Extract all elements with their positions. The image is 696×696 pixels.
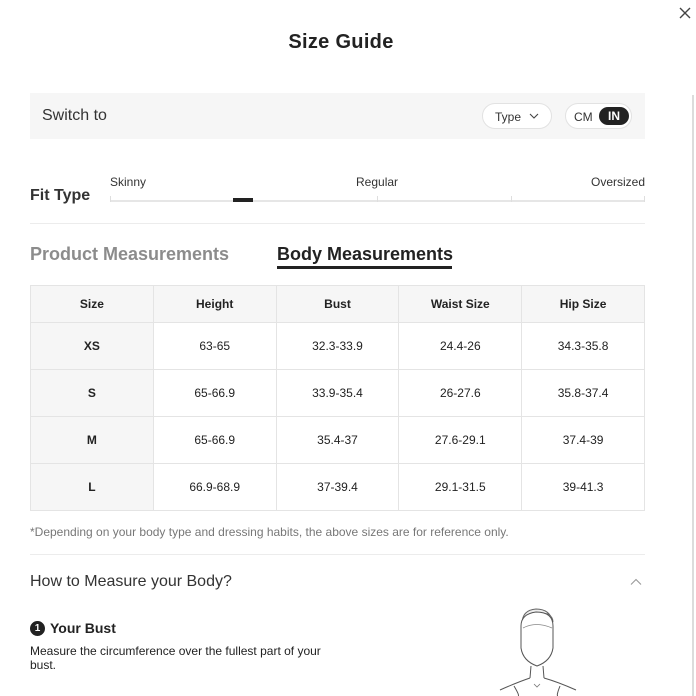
switch-bar [30,93,645,139]
table-cell: 29.1-31.5 [399,464,522,511]
column-header: Bust [276,286,399,323]
step-number-badge: 1 [30,621,45,636]
table-cell: 63-65 [153,323,276,370]
table-cell: 39-41.3 [522,464,645,511]
table-header-row [31,286,645,323]
reference-note: *Depending on your body type and dressing habits, the above sizes are for reference only. [30,525,509,539]
page-title: Size Guide [288,31,394,53]
close-button[interactable] [676,4,694,22]
table-cell: 33.9-35.4 [276,370,399,417]
fit-scale-tick [110,196,111,202]
table-cell: 66.9-68.9 [153,464,276,511]
chevron-down-icon [529,112,539,120]
divider [30,554,645,555]
unit-in-option[interactable]: IN [599,107,629,125]
table-cell: 32.3-33.9 [276,323,399,370]
size-cell: XS [31,323,154,370]
fit-type-title: Fit Type [30,187,91,204]
fit-scale-tick [644,196,645,202]
size-cell: M [31,417,154,464]
table-row [31,464,645,511]
unit-cm-option[interactable]: CM [574,110,593,124]
fit-label-skinny: Skinny [110,175,147,189]
column-header: Height [153,286,276,323]
table-cell: 37-39.4 [276,464,399,511]
fit-label-regular: Regular [356,175,399,189]
size-cell: L [31,464,154,511]
size-cell: S [31,370,154,417]
fit-scale-tick [377,196,378,202]
tab-product-measurements[interactable]: Product Measurements [30,244,230,264]
fit-label-oversized: Oversized [591,175,646,189]
table-cell: 26-27.6 [399,370,522,417]
column-header: Waist Size [399,286,522,323]
close-icon [676,4,694,22]
body-figure-illustration [488,606,588,696]
table-cell: 65-66.9 [153,417,276,464]
table-cell: 27.6-29.1 [399,417,522,464]
table-cell: 34.3-35.8 [522,323,645,370]
bust-title: Your Bust [50,620,116,636]
type-select[interactable] [482,103,552,129]
table-cell: 24.4-26 [399,323,522,370]
table-row [31,417,645,464]
active-tab-indicator [277,266,452,269]
tab-body-measurements[interactable]: Body Measurements [277,244,454,264]
unit-toggle [565,103,632,129]
how-to-measure-header[interactable]: How to Measure your Body? [30,573,232,590]
table-row [31,370,645,417]
scrollbar[interactable] [692,95,694,696]
size-table [30,285,645,511]
fit-marker [233,198,253,202]
table-cell: 37.4-39 [522,417,645,464]
bust-description: Measure the circumference over the fullest part of your bust. [30,644,321,672]
table-cell: 35.4-37 [276,417,399,464]
chevron-up-icon[interactable] [630,578,642,586]
table-cell: 65-66.9 [153,370,276,417]
switch-label: Switch to [42,107,107,124]
divider [30,223,645,224]
table-cell: 35.8-37.4 [522,370,645,417]
column-header: Hip Size [522,286,645,323]
table-row [31,323,645,370]
column-header: Size [31,286,154,323]
type-select-label: Type [495,110,522,124]
fit-scale-tick [511,196,512,202]
